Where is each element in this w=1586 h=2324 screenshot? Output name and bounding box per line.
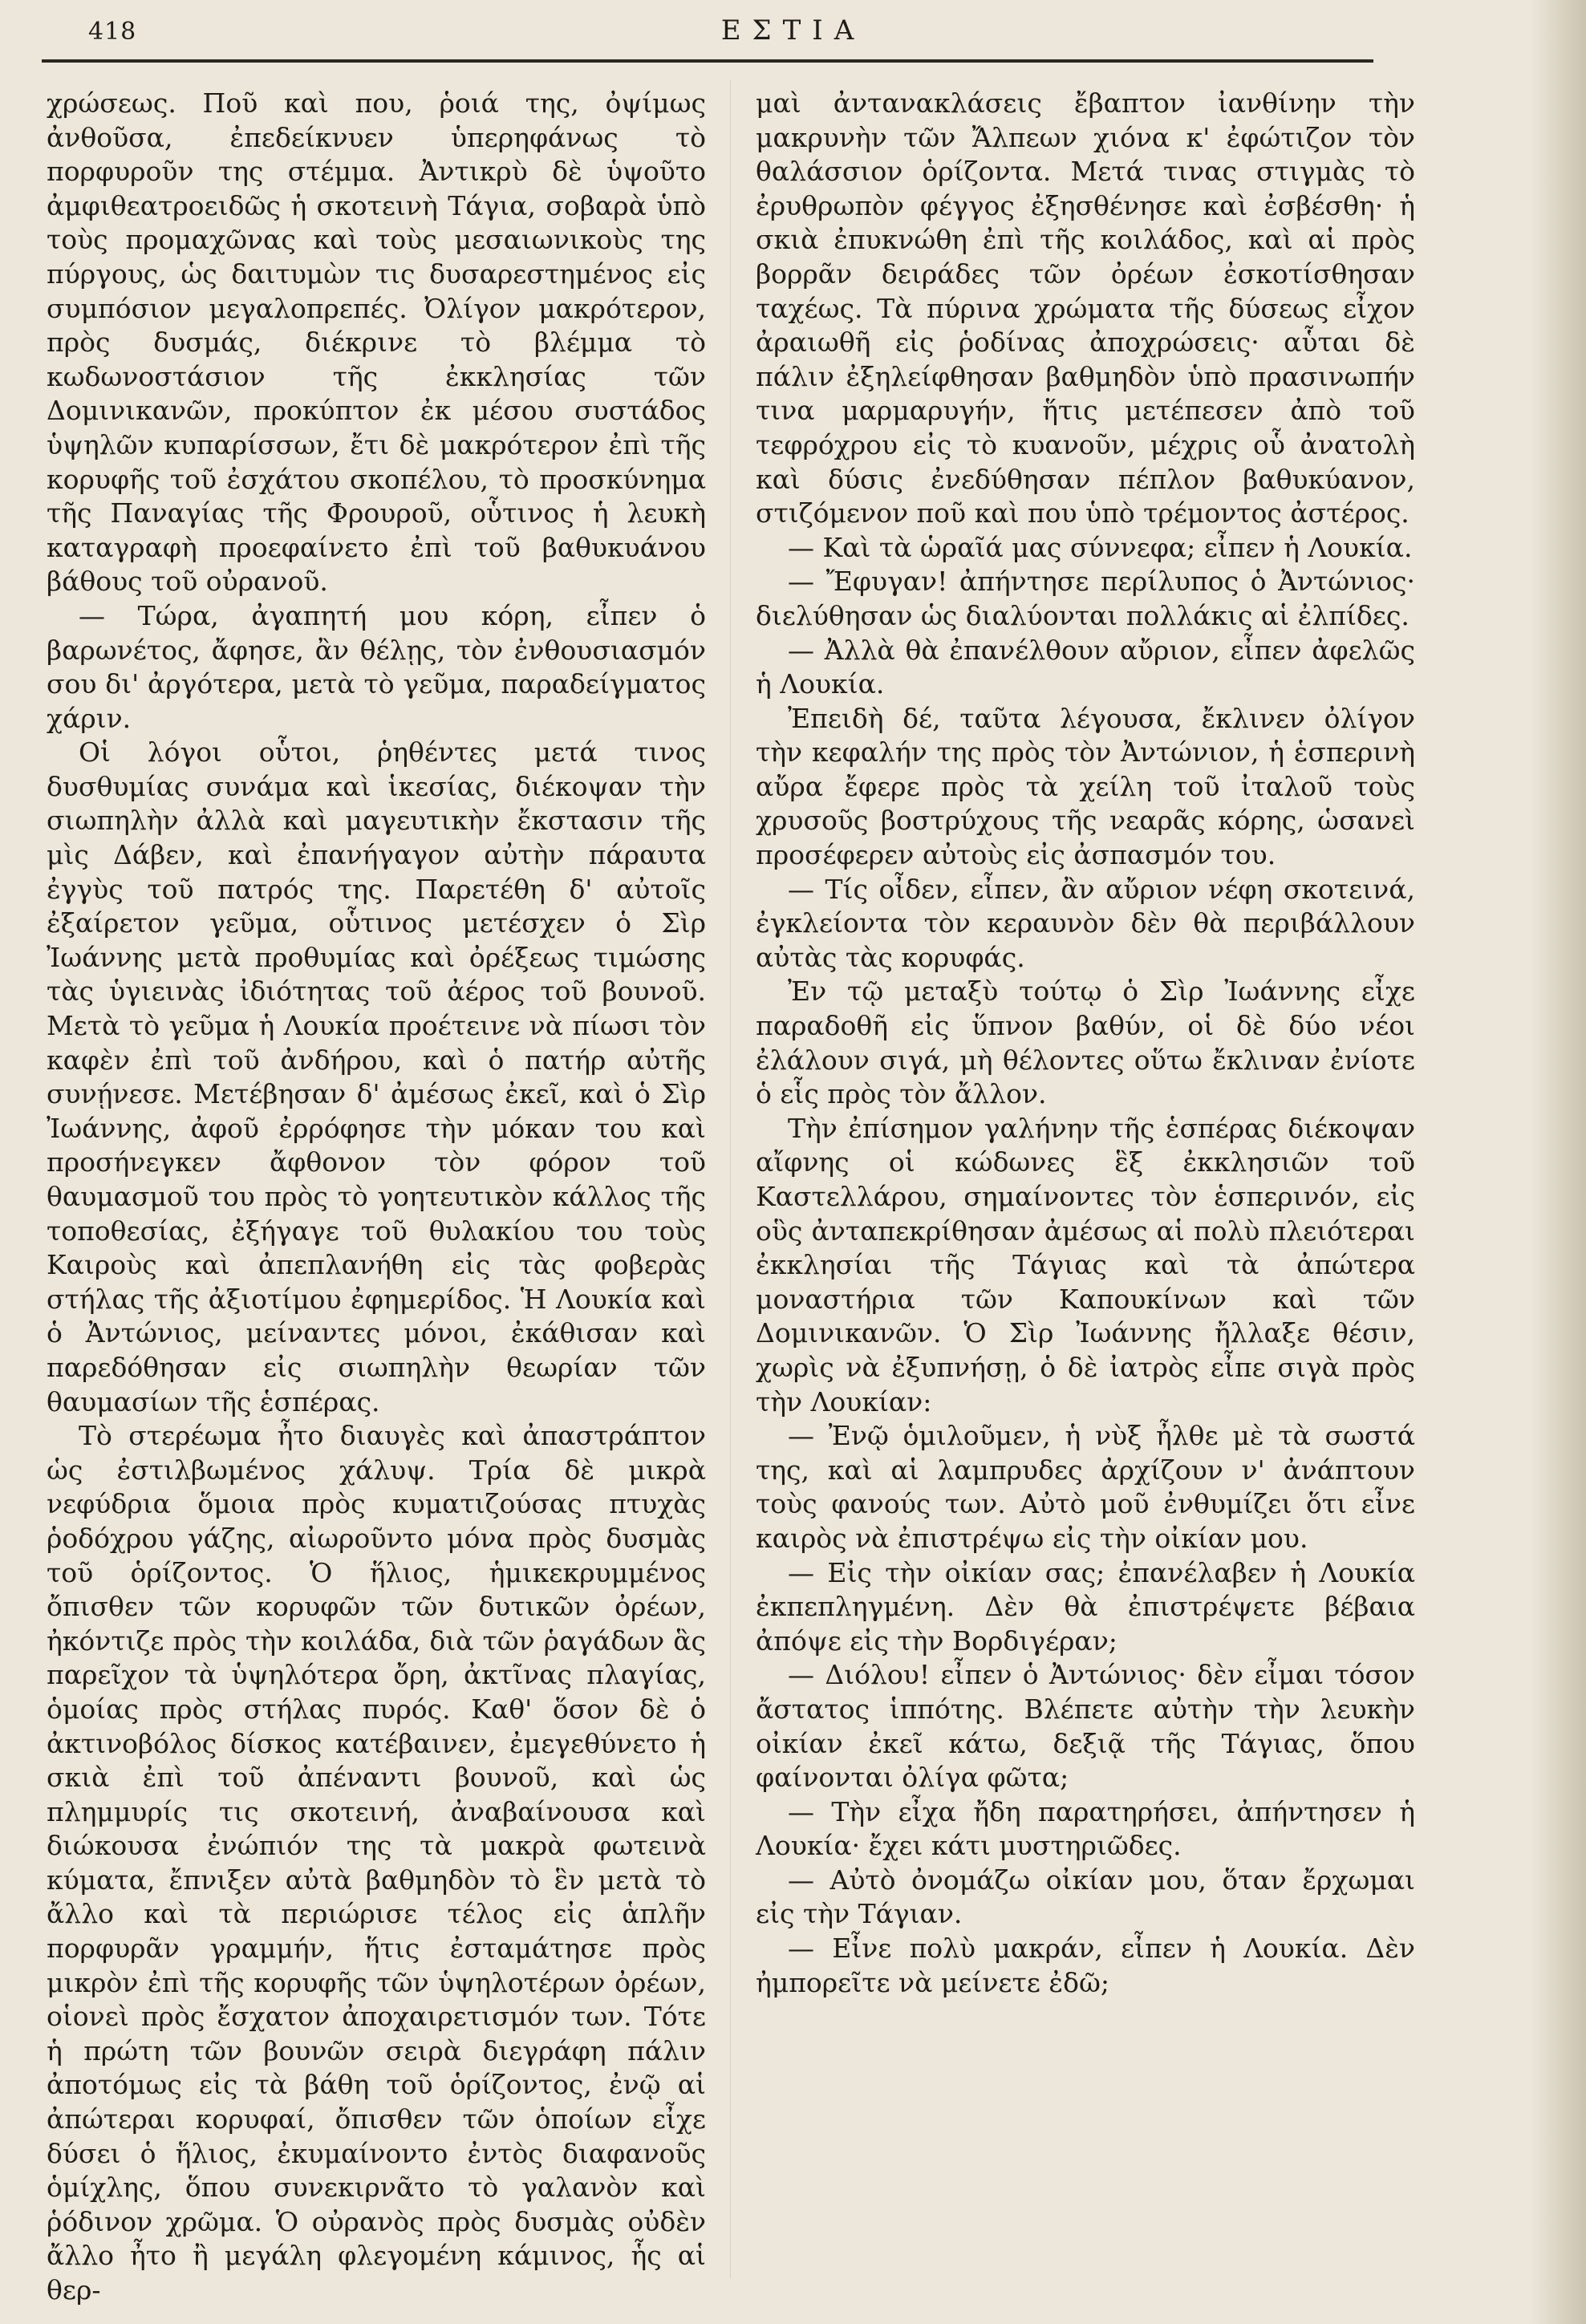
- right-paragraph-6: — Τίς οἶδεν, εἶπεν, ἂν αὔριον νέφη σκοτεινά, ἐγκλείοντα τὸν κεραυνὸν δὲν θὰ περιβάλλουν αὐτὰς τὰς κορυφάς.: [756, 873, 1415, 973]
- journal-title: ΕΣΤΙΑ: [720, 14, 866, 47]
- left-paragraph-2: — Τώρα, ἀγαπητή μου κόρη, εἶπεν ὁ βαρωνέτος, ἄφησε, ἂν θέλῃς, τὸν ἐνθουσιασμόν σου δι' ἀργότερα, μετὰ τὸ γεῦμα, παραδείγματος χάριν.: [47, 599, 706, 734]
- binding-edge: [1530, 0, 1586, 2324]
- left-paragraph-3: Οἱ λόγοι οὗτοι, ῥηθέντες μετά τινος δυσθυμίας συνάμα καὶ ἱκεσίας, διέκοψαν τὴν σιωπηλὴν ἀλλὰ καὶ μαγευτικὴν ἔκστασιν τῆς μὶς Δάβεν, καὶ ἐπανήγαγον αὐτὴν πάραυτα ἐγγὺς τοῦ πατρός της. Παρετέθη δ' αὐτοῖς ἐξαίρετον γεῦμα, οὗτινος μετέσχεν ὁ Σὶρ Ἰωάννης μετὰ προθυμίας καὶ ὀρέξεως τιμώσης τὰς ὑγιεινὰς ἰδιότητας τοῦ ἀέρος τοῦ βουνοῦ. Μετὰ τὸ γεῦμα ἡ Λουκία προέτεινε νὰ πίωσι τὸν καφὲν ἐπὶ τοῦ ἀνδήρου, καὶ ὁ πατήρ αὐτῆς συνῄνεσε. Μετέβησαν δ' ἀμέσως ἐκεῖ, καὶ ὁ Σὶρ Ἰωάννης, ἀφοῦ ἐρρόφησε τὴν μόκαν του καὶ προσήνεγκεν ἄφθονον τὸν φόρον τοῦ θαυμασμοῦ του πρὸς τὸ γοητευτικὸν κάλλος τῆς τοποθεσίας, ἐξήγαγε τοῦ θυλακίου του τοὺς Καιροὺς καὶ ἀπεπλανήθη εἰς τὰς φοβερὰς στήλας τῆς ἀξιοτίμου ἐφημερίδος. Ἡ Λουκία καὶ ὁ Ἀντώνιος, μείναντες μόνοι, ἐκάθισαν καὶ παρεδόθησαν εἰς σιωπηλὴν θεωρίαν τῶν θαυμασίων τῆς ἑσπέρας.: [47, 736, 706, 1418]
- right-paragraph-7: Ἐν τῷ μεταξὺ τούτῳ ὁ Σὶρ Ἰωάννης εἶχε παραδοθῆ εἰς ὕπνον βαθύν, οἱ δὲ δύο νέοι ἐλάλουν σιγά, μὴ θέλοντες οὕτω ἔκλιναν ἐνίοτε ὁ εἷς πρὸς τὸν ἄλλον.: [756, 975, 1415, 1110]
- right-paragraph-1: μαὶ ἀντανακλάσεις ἔβαπτον ἰανθίνην τὴν μακρυνὴν τῶν Ἄλπεων χιόνα κ' ἐφώτιζον τὸν θαλάσσιον ὁρίζοντα. Μετά τινας στιγμὰς τὸ ἐρυθρωπὸν φέγγος ἐξησθένησε καὶ ἐσβέσθη· ἡ σκιὰ ἐπυκνώθη ἐπὶ τῆς κοιλάδος, καὶ αἱ πρὸς βορρᾶν δειράδες τῶν ὀρέων ἐσκοτίσθησαν ταχέως. Τὰ πύρινα χρώματα τῆς δύσεως εἶχον ἀραιωθῆ εἰς ῥοδίνας ἀποχρώσεις· αὗται δὲ πάλιν ἐξηλείφθησαν βαθμηδὸν ὑπὸ πρασινωπήν τινα μαρμαρυγήν, ἥτις μετέπεσεν ἀπὸ τοῦ τεφρόχρου εἰς τὸ κυανοῦν, μέχρις οὗ ἀνατολὴ καὶ δύσις ἐνεδύθησαν πέπλον βαθυκύανον, στιζόμενον ποῦ καὶ που ὑπὸ τρέμοντος ἀστέρος.: [756, 87, 1415, 529]
- column-gutter: [730, 80, 731, 2278]
- right-paragraph-14: — Εἶνε πολὺ μακράν, εἶπεν ἡ Λουκία. Δὲν ἠμπορεῖτε νὰ μείνετε ἐδῶ;: [756, 1933, 1415, 1998]
- right-paragraph-5: Ἐπειδὴ δέ, ταῦτα λέγουσα, ἔκλινεν ὀλίγον τὴν κεφαλήν της πρὸς τὸν Ἀντώνιον, ἡ ἑσπερινὴ αὔρα ἔφερε πρὸς τὰ χείλη τοῦ ἰταλοῦ τοὺς χρυσοῦς βοστρύχους τῆς νεαρᾶς κόρης, ὡσανεὶ προσέφερεν αὐτοὺς εἰς ἀσπασμόν του.: [756, 702, 1415, 871]
- left-column: [47, 87, 706, 2308]
- right-paragraph-12: — Τὴν εἶχα ἤδη παρατηρήσει, ἀπήντησεν ἡ Λουκία· ἔχει κάτι μυστηριῶδες.: [756, 1795, 1415, 1862]
- page-number: 418: [88, 18, 137, 46]
- right-paragraph-8: Τὴν ἐπίσημον γαλήνην τῆς ἑσπέρας διέκοψαν αἴφνης οἱ κώδωνες ἓξ ἐκκλησιῶν τοῦ Καστελλάρου, σημαίνοντες τὸν ἑσπερινόν, εἰς οὓς ἀνταπεκρίθησαν ἀμέσως αἱ πολὺ πλειότεραι ἐκκλησίαι τῆς Τάγιας καὶ τὰ ἀπώτερα μοναστήρια τῶν Καπουκίνων καὶ τῶν Δομινικανῶν. Ὁ Σὶρ Ἰωάννης ἤλλαξε θέσιν, χωρὶς νὰ ἐξυπνήσῃ, ὁ δὲ ἰατρὸς εἶπε σιγὰ πρὸς τὴν Λουκίαν:: [756, 1112, 1415, 1418]
- right-paragraph-4: — Ἀλλὰ θὰ ἐπανέλθουν αὔριον, εἶπεν ἀφελῶς ἡ Λουκία.: [756, 634, 1415, 700]
- right-paragraph-3: — Ἔφυγαν! ἀπήντησε περίλυπος ὁ Ἀντώνιος· διελύθησαν ὡς διαλύονται πολλάκις αἱ ἐλπίδες.: [756, 566, 1415, 631]
- right-paragraph-9: — Ἐνῷ ὁμιλοῦμεν, ἡ νὺξ ἦλθε μὲ τὰ σωστά της, καὶ αἱ λαμπρυδες ἀρχίζουν ν' ἀνάπτουν τοὺς φανούς των. Αὐτὸ μοῦ ἐνθυμίζει ὅτι εἶνε καιρὸς νὰ ἐπιστρέψω εἰς τὴν οἰκίαν μου.: [756, 1420, 1415, 1554]
- left-paragraph-4: Τὸ στερέωμα ἦτο διαυγὲς καὶ ἀπαστράπτον ὡς ἐστιλβωμένος χάλυψ. Τρία δὲ μικρὰ νεφύδρια ὅμοια πρὸς κυματιζούσας πτυχὰς ῥοδόχρου γάζης, αἰωροῦντο μόνα πρὸς δυσμὰς τοῦ ὁρίζοντος. Ὁ ἥλιος, ἡμικεκρυμμένος ὄπισθεν τῶν κορυφῶν τῶν δυτικῶν ὀρέων, ἠκόντιζε πρὸς τὴν κοιλάδα, διὰ τῶν ῥαγάδων ἃς παρεῖχον τὰ ὑψηλότερα ὄρη, ἀκτῖνας πλαγίας, ὁμοίας πρὸς στήλας πυρός. Καθ' ὅσον δὲ ὁ ἀκτινοβόλος δίσκος κατέβαινεν, ἐμεγεθύνετο ἡ σκιὰ ἐπὶ τοῦ ἀπέναντι βουνοῦ, καὶ ὡς πλημμυρίς τις σκοτεινή, ἀναβαίνουσα καὶ διώκουσα ἐνώπιόν της τὰ μακρὰ φωτεινὰ κύματα, ἔπνιξεν αὐτὰ βαθμηδὸν τὸ ἓν μετὰ τὸ ἄλλο καὶ τὰ περιώρισε τέλος εἰς ἁπλῆν πορφυρᾶν γραμμήν, ἥτις ἐσταμάτησε πρὸς μικρὸν ἐπὶ τῆς κορυφῆς τῶν ὑψηλοτέρων ὀρέων, οἱονεὶ πρὸς ἔσχατον ἀποχαιρετισμόν των. Τότε ἡ πρώτη τῶν βουνῶν σειρὰ διεγράφη πάλιν ἀποτόμως εἰς τὰ βάθη τοῦ ὁρίζοντος, ἐνῷ αἱ ἀπώτεραι κορυφαί, ὄπισθεν τῶν ὁποίων εἶχε δύσει ὁ ἥλιος, ἐκυμαίνοντο ἐντὸς διαφανοῦς ὁμίχλης, ὅπου συνεκιρνᾶτο τὸ γαλανὸν καὶ ῥόδινον χρῶμα. Ὁ οὐρανὸς πρὸς δυσμὰς οὐδὲν ἄλλο ἦτο ἢ μεγάλη φλεγομένη κάμινος, ἧς αἱ θερ-: [47, 1420, 706, 2306]
- right-paragraph-10: — Εἰς τὴν οἰκίαν σας; ἐπανέλαβεν ἡ Λουκία ἐκπεπληγμένη. Δὲν θὰ ἐπιστρέψετε βέβαια ἀπόψε εἰς τὴν Βορδιγέραν;: [756, 1556, 1415, 1657]
- right-paragraph-11: — Διόλου! εἶπεν ὁ Ἀντώνιος· δὲν εἶμαι τόσον ἄστατος ἱππότης. Βλέπετε αὐτὴν τὴν λευκὴν οἰκίαν ἐκεῖ κάτω, δεξιᾷ τῆς Τάγιας, ὅπου φαίνονται ὀλίγα φῶτα;: [756, 1659, 1415, 1794]
- right-column: [756, 87, 1415, 2000]
- header-rule: [42, 59, 1373, 63]
- right-paragraph-13: — Αὐτὸ ὀνομάζω οἰκίαν μου, ὅταν ἔρχωμαι εἰς τὴν Τάγιαν.: [756, 1864, 1415, 1930]
- right-paragraph-2: — Καὶ τὰ ὡραῖά μας σύννεφα; εἶπεν ἡ Λουκία.: [788, 531, 1413, 563]
- left-paragraph-1: χρώσεως. Ποῦ καὶ που, ῥοιά της, ὀψίμως ἀνθοῦσα, ἐπεδείκνυεν ὑπερηφάνως τὸ πορφυροῦν της στέμμα. Ἀντικρὺ δὲ ὑψοῦτο ἀμφιθεατροειδῶς ἡ σκοτεινὴ Τάγια, σοβαρὰ ὑπὸ τοὺς προμαχῶνας καὶ τοὺς μεσαιωνικοὺς της πύργους, ὡς δαιτυμὼν τις δυσαρεστημένος εἰς συμπόσιον μεγαλοπρεπές. Ὀλίγον μακρότερον, πρὸς δυσμάς, διέκρινε τὸ βλέμμα τὸ κωδωνοστάσιον τῆς ἐκκλησίας τῶν Δομινικανῶν, προκύπτον ἐκ μέσου συστάδος ὑψηλῶν κυπαρίσσων, ἔτι δὲ μακρότερον ἐπὶ τῆς κορυφῆς τοῦ ἐσχάτου σκοπέλου, τὸ προσκύνημα τῆς Παναγίας τῆς Φρουροῦ, οὗτινος ἡ λευκὴ καταγραφὴ προεφαίνετο ἐπὶ τοῦ βαθυκυάνου βάθους τοῦ οὐρανοῦ.: [47, 87, 706, 598]
